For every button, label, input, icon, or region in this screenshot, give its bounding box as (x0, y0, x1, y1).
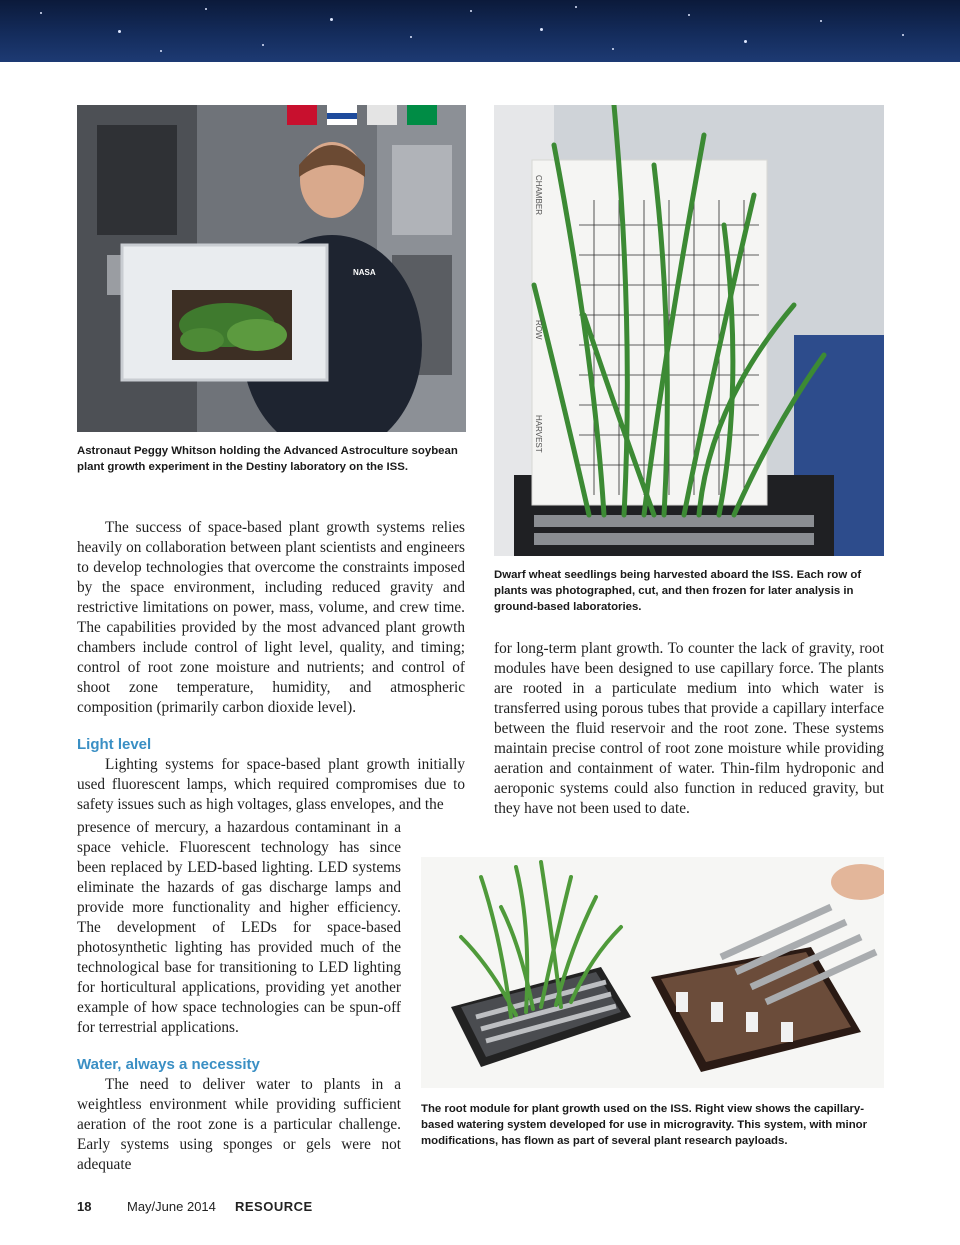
page-number: 18 (77, 1198, 92, 1214)
row-label: ROW (534, 320, 543, 340)
light-paragraph-1: Lighting systems for space-based plant growth initially used fluorescent lamps, which required compromises due to safety issues such as high voltages, glass envelopes, and the (77, 756, 465, 813)
water-paragraph-1: The need to deliver water to plants in a weightless environment while providing sufficient aeration of the root zone is a particular challenge. Early systems using sponges or gels were not adequate (77, 1076, 401, 1173)
right-column-paragraph: for long-term plant growth. To counter the lack of gravity, root modules have been designed to use capillary force. The plants are rooted in a particulate medium into which water is transferred using porous tubes that provide a capillary interface between the fluid reservoir and the root zone. These systems maintain precise control of root zone moisture while providing aeration and containment of water. Thin-film hydroponic and aeroponic systems could also function in reduced gravity, but they have not been used to date. (494, 640, 884, 817)
root-module-photo (421, 857, 884, 1088)
harvest-label: HARVEST (534, 415, 543, 453)
light-level-heading: Light level (77, 736, 152, 753)
wheat-photo-caption: Dwarf wheat seedlings being harvested aboard the ISS. Each row of plants was photographed, cut, and then frozen for later analysis in ground-based laboratories. (494, 569, 862, 613)
intro-paragraph: The success of space-based plant growth systems relies heavily on collaboration between plant scientists and engineers to develop technologies that overcome the constraints imposed by the space environment, including reduced gravity and restrictive limitations on power, mass, volume, and crew time. The capabilities provided by the most advanced plant growth chambers include control of light level, quality, and timing; control of root zone moisture and nutrients; and control of shoot zone temperature, humidity, and atmospheric composition (primarily carbon dioxide level). (77, 519, 465, 716)
wheat-photo (494, 105, 884, 556)
light-paragraph-2: presence of mercury, a hazardous contaminant in a space vehicle. Fluorescent technology has since been replaced by LED-based lighting. LED systems eliminate the hazards of gas discharge lamps and provide more functionality and higher efficiency. The development of LEDs for space-based photosynthetic lighting has provided much of the technological base for transitioning to LED lighting for horticultural applications, providing yet another example of how space technologies can be spun-off for terrestrial applications. (77, 819, 401, 1036)
page-footer (77, 1196, 313, 1216)
nasa-patch-text: NASA (353, 268, 376, 277)
chamber-label: CHAMBER (534, 175, 543, 216)
astronaut-photo (77, 105, 466, 432)
header-banner (0, 0, 960, 62)
root-module-caption: The root module for plant growth used on the ISS. Right view shows the capillary-based watering system developed for use in microgravity. This system, with minor modifications, has flown as part of several plant research payloads. (421, 1103, 868, 1147)
water-heading: Water, always a necessity (77, 1056, 260, 1073)
astronaut-photo-caption: Astronaut Peggy Whitson holding the Advanced Astroculture soybean plant growth experiment in the Destiny laboratory on the ISS. (77, 445, 458, 473)
left-column-top (77, 518, 465, 815)
issue-date: May/June 2014 (127, 1198, 216, 1214)
right-column (494, 639, 884, 819)
magazine-name: RESOURCE (235, 1198, 313, 1214)
left-column-bottom (77, 818, 401, 1175)
